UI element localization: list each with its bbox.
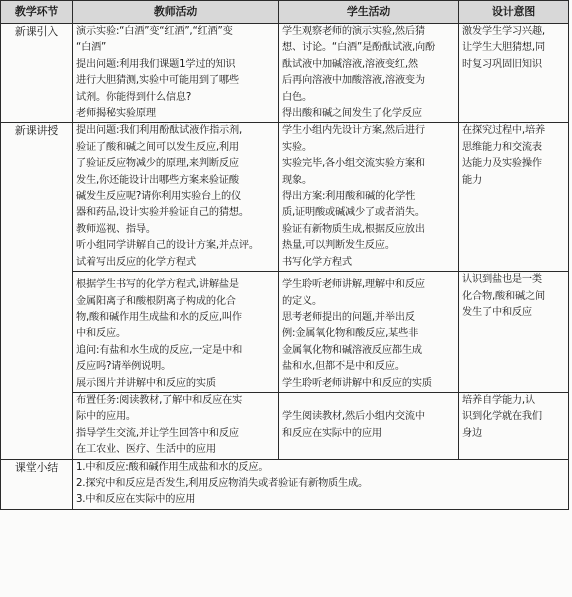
header-teacher-activity: 教师活动 bbox=[73, 1, 279, 24]
design-line: 认识到盐也是一类 bbox=[462, 274, 542, 286]
design-line: 时复习巩固旧知识 bbox=[462, 58, 542, 70]
student-line: 学生聆听老师讲解中和反应的实质 bbox=[282, 377, 432, 389]
student-line: 学生聆听老师讲解,理解中和反应 bbox=[282, 279, 425, 291]
teacher-line: 在工农业、医疗、生活中的应用 bbox=[76, 444, 216, 456]
teacher-line: 布置任务:阅读教材,了解中和反应在实 bbox=[76, 394, 243, 406]
teacher-line: 际中的应用。 bbox=[76, 411, 136, 423]
teacher-line: 提出问题:我们利用酚酞试液作指示剂, bbox=[76, 125, 243, 137]
design-line: 达能力及实验操作 bbox=[462, 158, 542, 170]
design-line: 思维能力和交流表 bbox=[462, 141, 542, 153]
table-row-teaching-2 bbox=[1, 272, 569, 393]
design-line: 让学生大胆猜想,同 bbox=[462, 42, 545, 54]
teacher-line: 教师巡视、指导。 bbox=[76, 223, 156, 235]
teacher-cell-intro bbox=[73, 24, 279, 123]
design-line: 发生了中和反应 bbox=[462, 306, 532, 318]
student-line: 验证有新物质生成,根据反应放出 bbox=[282, 223, 425, 235]
student-line: 书写化学方程式 bbox=[282, 256, 352, 268]
student-line: 学生观察老师的演示实验,然后猜 bbox=[282, 26, 425, 37]
teacher-line: 金属阳离子和酸根阴离子构成的化合 bbox=[76, 295, 236, 307]
student-line: 例:金属氧化物和酸反应,某些非 bbox=[282, 328, 419, 340]
teacher-line: 老师揭秘实验原理 bbox=[76, 108, 156, 120]
header-stage: 教学环节 bbox=[1, 1, 73, 24]
teacher-line: 物,酸和碱作用生成盐和水的反应,叫作 bbox=[76, 311, 242, 323]
student-line: 热量,可以判断发生反应。 bbox=[282, 240, 395, 252]
teacher-cell-teaching-1 bbox=[73, 123, 279, 272]
stage-cell-intro: 新课引入 bbox=[1, 24, 73, 123]
table-row-summary bbox=[1, 459, 569, 509]
teacher-line: 追问:有盐和水生成的反应,一定是中和 bbox=[76, 344, 243, 356]
table-header-row bbox=[1, 1, 569, 24]
design-cell-teaching-1 bbox=[459, 123, 569, 272]
student-cell-intro bbox=[279, 24, 459, 123]
design-line: 化合物,酸和碱之间 bbox=[462, 290, 545, 302]
design-cell-teaching-3 bbox=[459, 392, 569, 459]
student-cell-teaching-3 bbox=[279, 392, 459, 459]
header-student-activity: 学生活动 bbox=[279, 1, 459, 24]
design-cell-teaching-2 bbox=[459, 272, 569, 393]
student-line: 实验。 bbox=[282, 141, 312, 153]
summary-line: 1.中和反应:酸和碱作用生成盐和水的反应。 bbox=[76, 461, 269, 473]
teacher-line: 展示图片并讲解中和反应的实质 bbox=[76, 377, 216, 389]
teacher-cell-teaching-2 bbox=[73, 272, 279, 393]
student-line: 的定义。 bbox=[282, 295, 322, 307]
student-cell-teaching-2 bbox=[279, 272, 459, 393]
student-cell-teaching-1 bbox=[279, 123, 459, 272]
student-line: 和反应在实际中的应用 bbox=[282, 427, 382, 439]
table-row-teaching-3 bbox=[1, 392, 569, 459]
teacher-line: 演示实验:“白酒”变“红酒”,“红酒”变 bbox=[76, 26, 233, 37]
teacher-line: 指导学生交流,并让学生回答中和反应 bbox=[76, 427, 239, 439]
student-line: 现象。 bbox=[282, 174, 312, 186]
student-line: 学生小组内先设计方案,然后进行 bbox=[282, 125, 425, 137]
student-line: 得出酸和碱之间发生了化学反应 bbox=[282, 108, 422, 120]
student-line: 实验完毕,各小组交流实验方案和 bbox=[282, 158, 425, 170]
teacher-line: 试剂。你能得到什么信息? bbox=[76, 91, 192, 103]
design-line: 识到化学就在我们 bbox=[462, 411, 542, 423]
teacher-line: 反应吗?请举例说明。 bbox=[76, 361, 172, 373]
teacher-line: “白酒” bbox=[76, 42, 107, 54]
student-line: 白色。 bbox=[282, 91, 312, 103]
teacher-line: 提出问题:利用我们课题1学过的知识 bbox=[76, 58, 236, 70]
teacher-line: 试着写出反应的化学方程式 bbox=[76, 256, 196, 268]
student-line: 得出方案:利用酸和碱的化学性 bbox=[282, 191, 416, 203]
design-cell-intro bbox=[459, 24, 569, 123]
summary-cell bbox=[73, 459, 569, 509]
student-line: 想、讨论。“白酒”是酚酞试液,向酚 bbox=[282, 42, 436, 54]
design-line: 激发学生学习兴趣, bbox=[462, 26, 545, 37]
teacher-line: 听小组同学讲解自己的设计方案,并点评。 bbox=[76, 240, 259, 252]
student-line: 金属氧化物和碱溶液反应都生成 bbox=[282, 344, 422, 356]
teacher-line: 发生,你还能设计出哪些方案来验证酸 bbox=[76, 174, 239, 186]
stage-cell-summary: 课堂小结 bbox=[1, 459, 73, 509]
student-line: 后再向溶液中加酸溶液,溶液变为 bbox=[282, 75, 425, 87]
design-line: 能力 bbox=[462, 174, 482, 186]
teacher-line: 验证了酸和碱之间可以发生反应,利用 bbox=[76, 141, 239, 153]
teacher-cell-teaching-3 bbox=[73, 392, 279, 459]
teacher-line: 器和药品,设计实验并验证自己的猜想。 bbox=[76, 207, 249, 219]
header-design-intent: 设计意图 bbox=[459, 1, 569, 24]
table-row-teaching-1 bbox=[1, 123, 569, 272]
student-line: 学生阅读教材,然后小组内交流中 bbox=[282, 411, 425, 423]
teacher-line: 根据学生书写的化学方程式,讲解盐是 bbox=[76, 279, 239, 291]
teacher-line: 中和反应。 bbox=[76, 328, 126, 340]
teacher-line: 碱发生反应呢?请你利用实验台上的仪 bbox=[76, 191, 242, 203]
teacher-line: 进行大胆猜测,实验中可能用到了哪些 bbox=[76, 75, 239, 87]
summary-line: 3.中和反应在实际中的应用 bbox=[76, 494, 196, 506]
design-line: 培养自学能力,认 bbox=[462, 394, 535, 406]
design-line: 在探究过程中,培养 bbox=[462, 125, 545, 137]
teacher-line: 了验证反应物减少的原理,来判断反应 bbox=[76, 158, 239, 170]
student-line: 思考老师提出的问题,并举出反 bbox=[282, 311, 415, 323]
table-row-intro bbox=[1, 24, 569, 123]
summary-line: 2.探究中和反应是否发生,利用反应物消失或者验证有新物质生成。 bbox=[76, 477, 369, 489]
design-line: 身边 bbox=[462, 427, 482, 439]
student-line: 盐和水,但都不是中和反应。 bbox=[282, 361, 405, 373]
stage-cell-teaching: 新课讲授 bbox=[1, 123, 73, 459]
student-line: 质,证明酸或碱减少了或者消失。 bbox=[282, 207, 425, 219]
student-line: 酞试液中加碱溶液,溶液变红,然 bbox=[282, 58, 418, 70]
